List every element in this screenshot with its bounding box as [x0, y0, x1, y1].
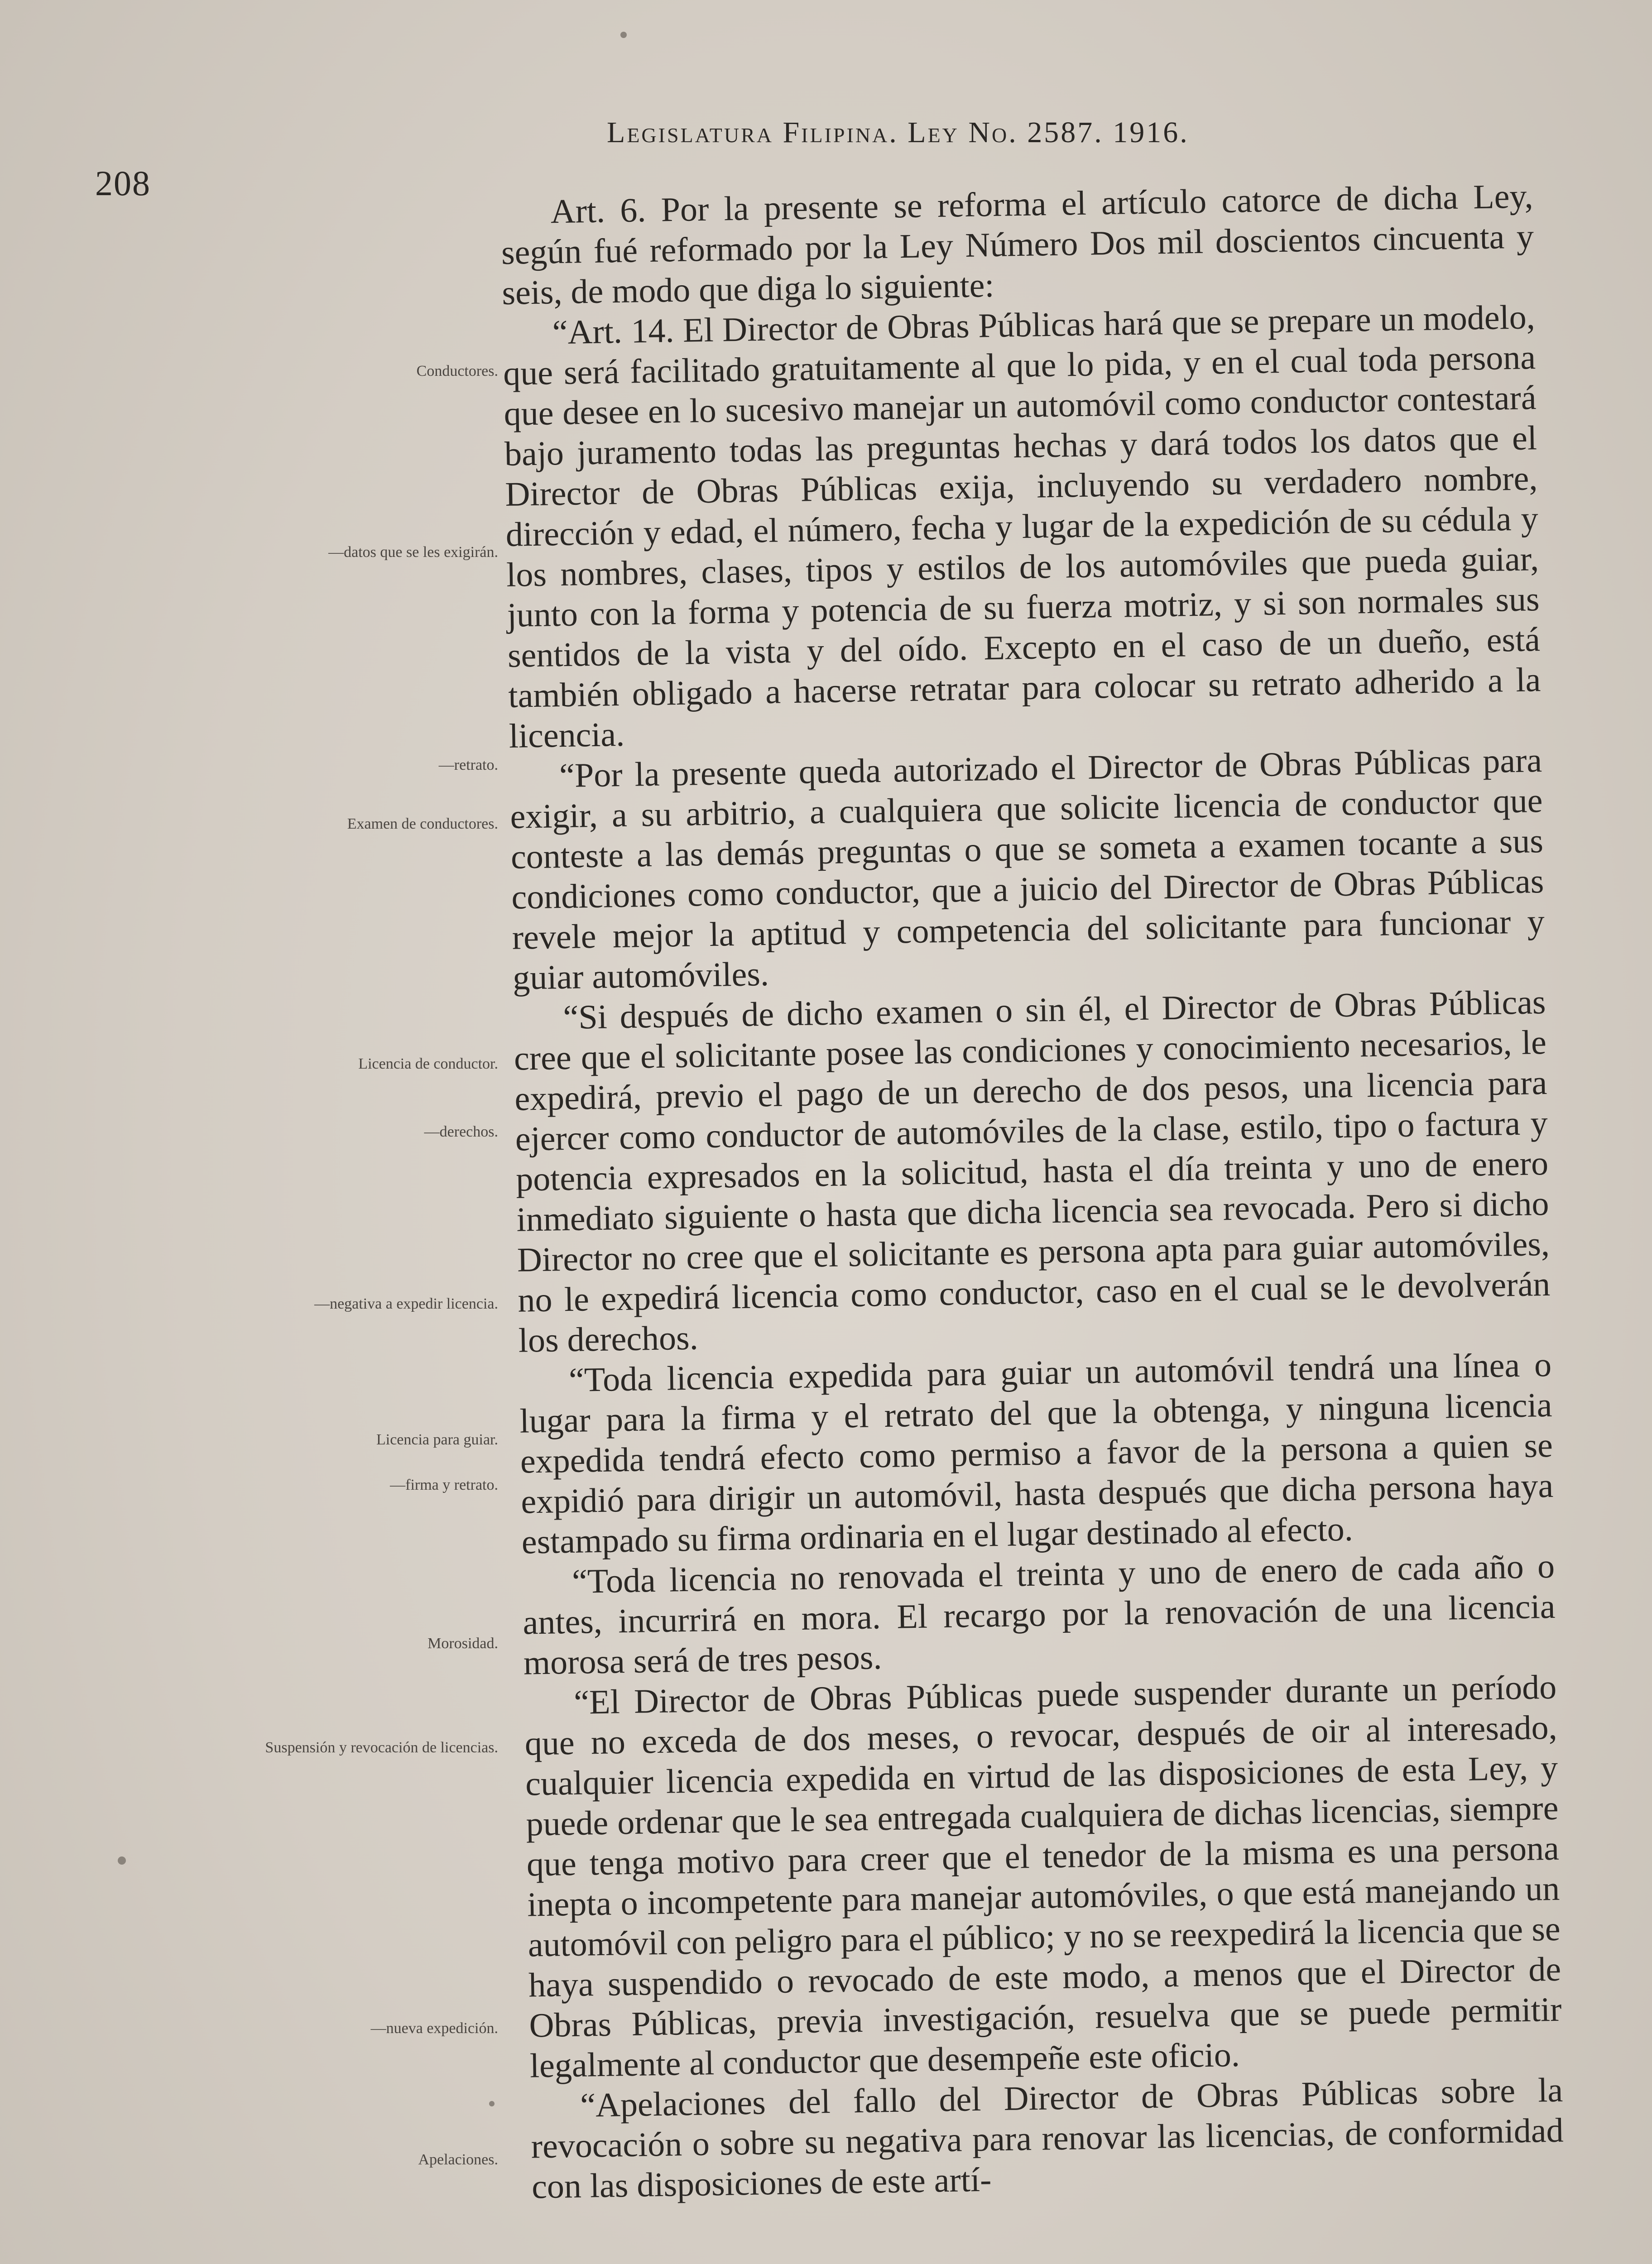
paragraph-examen: “Por la presente queda autorizado el Director de Obras Públicas para exigir, a su arbitrio, a cualquiera que solicite licencia de conductor que conteste a las demás preguntas o que se someta a examen tocante a sus condiciones como conductor, que a juicio del Director de Obras Públicas revele mejor la aptitud y competencia del solicitante para funcionar y guiar automóviles. [510, 741, 1545, 997]
paragraph-apelaciones: “Apelaciones del fallo del Director de Obras Públicas sobre la revocación o sobre su negativa para renovar las licencias, de conformidad con las disposiciones de este artí- [531, 2071, 1564, 2206]
sidenote-retrato: —retrato. [438, 757, 498, 773]
sidenote-datos: —datos que se les exigirán. [328, 544, 498, 561]
sidenote-conductores: Conductores. [416, 363, 498, 379]
sidenote-licencia-guiar: Licencia para guiar. [376, 1431, 498, 1448]
paragraph-art-14: “Art. 14. El Director de Obras Públicas hará que se prepare un modelo, que será facilitado gratuitamente al que lo pida, y en el cual toda persona que desee en lo sucesivo manejar un automóvil como conductor contestará bajo juramento todas las preguntas hechas y dará todos los datos que el Director de Obras Públicas exija, incluyendo su verdadero nombre, dirección y edad, el número, fecha y lugar de la expedición de su cédula y los nombres, clases, tipos y estilos de los automóviles que pueda guiar, junto con la forma y potencia de su fuerza motriz, y si son normales sus sentidos de la vista y del oído. Excepto en el caso de un dueño, está también obligado a hacerse retratar para colocar su retrato adherido a la licencia. [503, 298, 1541, 755]
sidenote-morosidad: Morosidad. [427, 1635, 498, 1652]
scan-speck [620, 32, 627, 38]
sidenote-licencia-conductor: Licencia de conductor. [358, 1055, 498, 1072]
sidenote-examen: Examen de conductores. [347, 815, 498, 832]
paragraph-firma: “Toda licencia expedida para guiar un automóvil tendrá una línea o lugar para la firma y el retrato del que la obtenga, y ninguna licencia expedida tendrá efecto como permiso a favor de la persona a quien se expidió para dirigir un automóvil, hasta después que dicha persona haya estampado su firma ordinaria en el lugar destinado al efecto. [519, 1345, 1554, 1561]
scan-speck [118, 1856, 126, 1865]
body-text [500, 176, 1565, 2207]
paragraph-morosidad: “Toda licencia no renovada el treinta y uno de enero de cada año o antes, incurrirá en mora. El recargo por la renovación de una licencia morosa será de tres pesos. [522, 1547, 1556, 1682]
sidenote-firma-retrato: —firma y retrato. [390, 1477, 498, 1493]
sidenote-suspension: Suspensión y revocación de licencias. [265, 1739, 498, 1756]
page-number: 208 [95, 163, 151, 203]
running-title: Legislatura Filipina. Ley No. 2587. 1916. [607, 116, 1189, 149]
scan-speck [489, 2101, 495, 2106]
paragraph-suspension: “El Director de Obras Públicas puede suspender durante un período que no exceda de dos meses, o revocar, después de oir al interesado, cualquier licencia expedida en virtud de las disposiciones de esta Ley, y puede ordenar que le sea entregada cualquiera de dichas licencias, siempre que tenga motivo para creer que el tenedor de la misma es una persona inepta o incompetente para manejar automóviles, o que está manejando un automóvil con peligro para el público; y no se reexpedirá la licencia que se haya suspendido o revocado de este modo, a menos que el Director de Obras Públicas, previa investigación, resuelva que se puede permitir legalmente al conductor que desempeñe este oficio. [524, 1668, 1562, 2085]
sidenote-nueva-expedicion: —nueva expedición. [370, 2020, 498, 2037]
paragraph-licencia: “Si después de dicho examen o sin él, el Director de Obras Públicas cree que el solicitante posee las condiciones y conocimiento necesarios, le expedirá, previo el pago de un derecho de dos pesos, una licencia para ejercer como conductor de automóviles de la clase, estilo, tipo o factura y potencia expresados en la solicitud, hasta el día treinta y uno de enero inmediato siguiente o hasta que dicha licencia sea revocada. Pero si dicho Director no cree que el solicitante es persona apta para guiar automóviles, no le expedirá licencia como conductor, caso en el cual se le devolverán los derechos. [514, 983, 1551, 1360]
sidenote-negativa: —negativa a expedir licencia. [314, 1295, 498, 1312]
sidenote-derechos: —derechos. [424, 1123, 498, 1140]
paragraph-art-6: Art. 6. Por la presente se reforma el artículo catorce de dicha Ley, según fué reformado por la Ley Número Dos mil doscientos cincuenta y seis, de modo que diga lo siguiente: [501, 177, 1534, 312]
sidenote-apelaciones: Apelaciones. [418, 2151, 498, 2168]
